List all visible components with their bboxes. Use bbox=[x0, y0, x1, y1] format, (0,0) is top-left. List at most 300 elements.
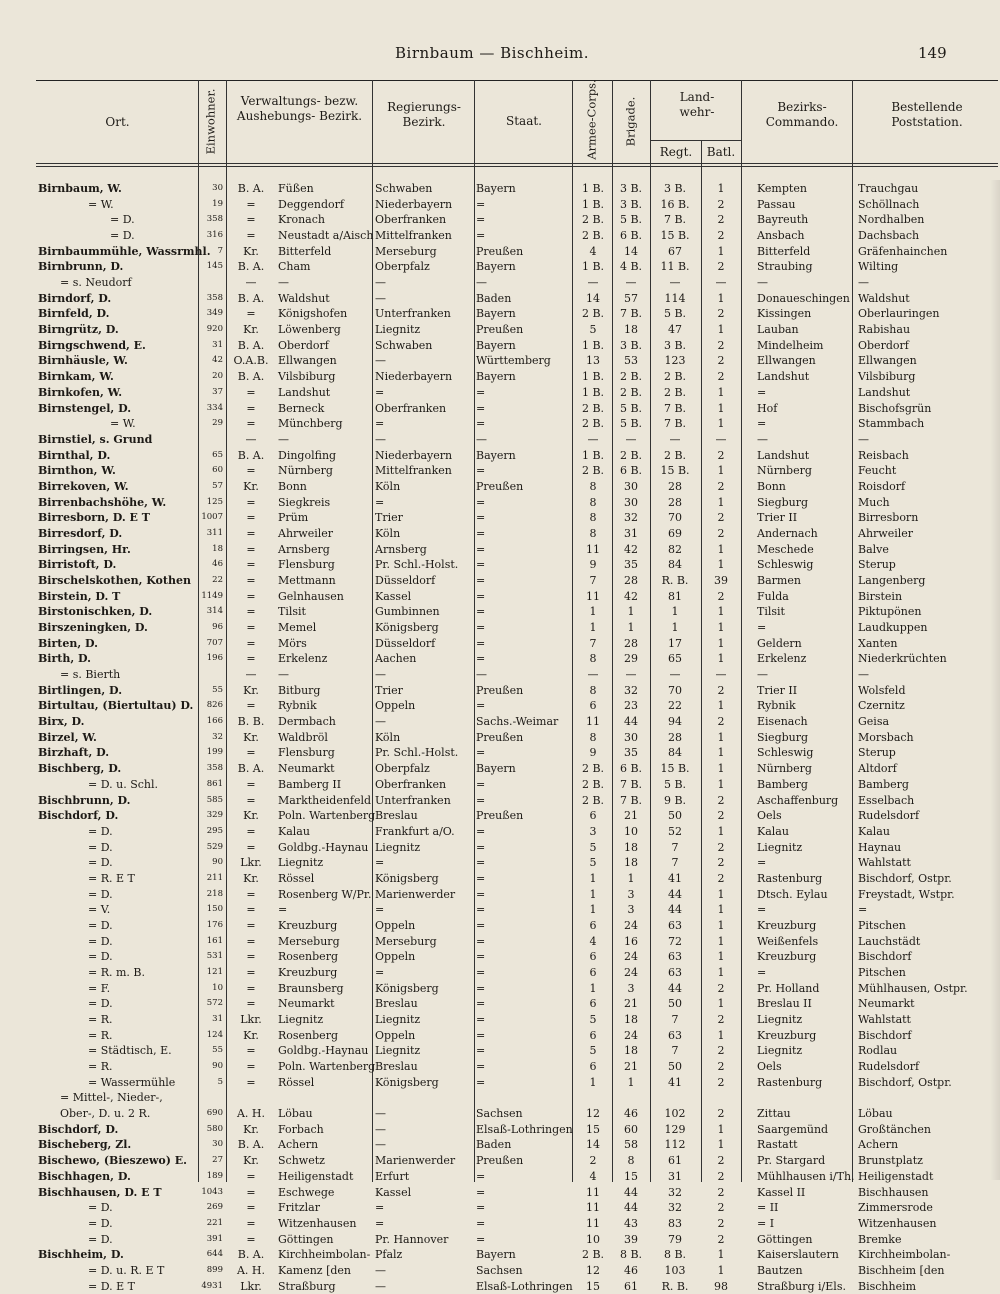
cell-state: = bbox=[476, 793, 486, 807]
cell-state: = bbox=[476, 950, 486, 964]
cell-landwehr-regiment: 1 bbox=[671, 605, 679, 619]
cell-admin-district: Straßburg bbox=[278, 1279, 336, 1293]
cell-post-station: Neumarkt bbox=[858, 997, 915, 1011]
cell-post-station: Löbau bbox=[858, 1107, 893, 1121]
cell-district-command: Hof bbox=[757, 401, 778, 415]
cell-state: = bbox=[476, 1232, 486, 1246]
col-header-bezirks-commando: Bezirks- Commando. bbox=[765, 100, 839, 129]
cell-landwehr-battalion: 2 bbox=[717, 1185, 725, 1199]
cell-place-name: Birristoft, D. bbox=[38, 558, 117, 572]
cell-landwehr-regiment: — bbox=[669, 668, 681, 682]
cell-admin-district: Goldbg.-Haynau bbox=[278, 840, 369, 854]
cell-landwehr-battalion: — bbox=[715, 668, 727, 682]
cell-place-name: Ober-, D. u. 2 R. bbox=[60, 1107, 151, 1121]
cell-post-station: Wahlstatt bbox=[858, 856, 911, 870]
cell-government-district: Schwaben bbox=[375, 338, 433, 352]
cell-admin-district: Kirchheimbolan- bbox=[278, 1248, 371, 1262]
cell-post-station: Xanten bbox=[858, 636, 898, 650]
cell-district-command: = bbox=[757, 856, 767, 870]
cell-landwehr-regiment: 17 bbox=[668, 636, 682, 650]
cell-state: = bbox=[476, 589, 486, 603]
cell-district-command: = I bbox=[757, 1216, 775, 1230]
table-row bbox=[0, 840, 1000, 856]
cell-district-command: Landshut bbox=[757, 448, 810, 462]
cell-brigade: 15 bbox=[624, 1169, 638, 1183]
cell-landwehr-regiment: 81 bbox=[668, 589, 682, 603]
cell-place-name: = D. bbox=[110, 213, 135, 227]
cell-army-corps: 6 bbox=[589, 997, 597, 1011]
cell-population: 150 bbox=[206, 904, 223, 915]
cell-post-station: Niederkrüchten bbox=[858, 652, 947, 666]
cell-district-type: B. A. bbox=[237, 260, 265, 274]
cell-army-corps: 2 B. bbox=[581, 417, 605, 431]
table-row bbox=[0, 996, 1000, 1012]
cell-post-station: Nordhalben bbox=[858, 213, 925, 227]
cell-army-corps: 11 bbox=[586, 715, 600, 729]
cell-landwehr-regiment: 2 B. bbox=[663, 385, 687, 399]
col-header-verwaltung: Verwaltungs- bezw. Aushebungs- Bezirk. bbox=[236, 94, 363, 123]
cell-district-type: = bbox=[246, 464, 256, 478]
cell-government-district: — bbox=[375, 1107, 386, 1121]
cell-state: = bbox=[476, 699, 486, 713]
cell-landwehr-regiment: 7 B. bbox=[663, 417, 687, 431]
cell-army-corps: 5 bbox=[589, 856, 597, 870]
table-row bbox=[0, 934, 1000, 950]
cell-army-corps: 1 B. bbox=[581, 260, 605, 274]
table-row bbox=[0, 965, 1000, 981]
cell-place-name: = W. bbox=[88, 197, 114, 211]
cell-state: = bbox=[476, 746, 486, 760]
cell-post-station: Birresborn bbox=[858, 511, 919, 525]
cell-admin-district: Vilsbiburg bbox=[278, 370, 336, 384]
cell-district-command: Rastatt bbox=[757, 1138, 798, 1152]
cell-district-type: Lkr. bbox=[240, 1279, 262, 1293]
cell-district-type: = bbox=[246, 605, 256, 619]
cell-district-command: Kaiserslautern bbox=[757, 1248, 839, 1262]
cell-place-name: Birnbaum, W. bbox=[38, 182, 122, 195]
cell-state: = bbox=[476, 401, 486, 415]
cell-government-district: Mittelfranken bbox=[375, 464, 452, 478]
col-header-einwohner: Einwohner. bbox=[203, 88, 218, 155]
cell-district-type: — bbox=[245, 432, 257, 446]
cell-army-corps: 8 bbox=[589, 652, 597, 666]
cell-population: 161 bbox=[206, 935, 223, 946]
cell-landwehr-battalion: 2 bbox=[717, 793, 725, 807]
cell-population: 5 bbox=[217, 1076, 223, 1087]
cell-admin-district: Flensburg bbox=[278, 746, 335, 760]
cell-admin-district: Gelnhausen bbox=[278, 589, 344, 603]
cell-population: 529 bbox=[206, 841, 223, 852]
cell-landwehr-battalion: 1 bbox=[717, 887, 725, 901]
cell-population: 316 bbox=[206, 230, 223, 241]
table-row bbox=[0, 1153, 1000, 1169]
cell-brigade: 24 bbox=[624, 966, 638, 979]
cell-place-name: = Städtisch, E. bbox=[88, 1044, 172, 1058]
cell-district-command: = bbox=[757, 621, 767, 635]
cell-place-name: = D. E T bbox=[88, 1279, 135, 1293]
cell-state: = bbox=[476, 1044, 486, 1058]
cell-landwehr-regiment: 7 bbox=[671, 1044, 679, 1058]
cell-district-type: = bbox=[246, 229, 256, 243]
cell-brigade: 43 bbox=[624, 1216, 638, 1230]
cell-landwehr-battalion: 2 bbox=[717, 511, 725, 525]
cell-post-station: Rudelsdorf bbox=[858, 809, 920, 823]
table-row bbox=[0, 212, 1000, 228]
cell-state: = bbox=[476, 1013, 486, 1027]
table-row bbox=[0, 181, 1000, 197]
cell-state: Bayern bbox=[476, 182, 516, 195]
cell-landwehr-battalion: 1 bbox=[717, 730, 725, 744]
cell-post-station: Roisdorf bbox=[858, 479, 906, 493]
cell-brigade: 29 bbox=[624, 652, 638, 666]
cell-district-command: Fulda bbox=[757, 589, 789, 603]
cell-landwehr-battalion: — bbox=[715, 276, 727, 290]
table-row bbox=[0, 589, 1000, 605]
table-row bbox=[0, 714, 1000, 730]
cell-brigade: 16 bbox=[624, 934, 638, 948]
cell-brigade: 42 bbox=[624, 589, 638, 603]
cell-state: = bbox=[476, 903, 486, 917]
cell-district-command: Kissingen bbox=[757, 307, 812, 321]
cell-district-command: Kreuzburg bbox=[757, 1028, 817, 1042]
cell-army-corps: 14 bbox=[586, 1138, 600, 1152]
cell-admin-district: Göttingen bbox=[278, 1232, 334, 1246]
cell-landwehr-regiment: 50 bbox=[668, 809, 682, 823]
cell-brigade: 31 bbox=[624, 526, 638, 540]
table-row bbox=[0, 479, 1000, 495]
table-row bbox=[0, 385, 1000, 401]
cell-government-district: Köln bbox=[375, 526, 401, 540]
cell-population: 37 bbox=[212, 386, 223, 397]
cell-population: 1149 bbox=[201, 590, 223, 601]
cell-army-corps: 8 bbox=[589, 683, 597, 697]
cell-landwehr-battalion: 1 bbox=[717, 903, 725, 917]
cell-post-station: Ahrweiler bbox=[858, 526, 914, 540]
cell-district-type: Kr. bbox=[243, 1028, 259, 1042]
header-bottom-rule-2 bbox=[36, 166, 998, 167]
cell-admin-district: Merseburg bbox=[278, 934, 340, 948]
table-row bbox=[0, 1185, 1000, 1201]
cell-district-command: Bautzen bbox=[757, 1263, 803, 1277]
cell-army-corps: 7 bbox=[589, 636, 597, 650]
cell-army-corps: 1 B. bbox=[581, 448, 605, 462]
cell-landwehr-regiment: 5 B. bbox=[663, 777, 687, 791]
cell-district-type: = bbox=[246, 1185, 256, 1199]
cell-district-type: = bbox=[246, 636, 256, 650]
cell-population: 199 bbox=[206, 747, 223, 758]
cell-landwehr-battalion: 2 bbox=[717, 1075, 725, 1089]
cell-district-command: Rastenburg bbox=[757, 1075, 823, 1089]
cell-army-corps: 1 B. bbox=[581, 197, 605, 211]
table-row bbox=[0, 1043, 1000, 1059]
cell-army-corps: 1 bbox=[589, 1075, 597, 1089]
cell-admin-district: Rosenberg W/Pr. bbox=[278, 887, 372, 901]
cell-state: Bayern bbox=[476, 307, 516, 321]
cell-state: — bbox=[476, 432, 487, 446]
cell-place-name: Birten, D. bbox=[38, 636, 98, 650]
cell-landwehr-battalion: 2 bbox=[717, 715, 725, 729]
cell-brigade: 46 bbox=[624, 1107, 638, 1121]
cell-landwehr-battalion: 1 bbox=[717, 918, 725, 932]
cell-district-command: Saargemünd bbox=[757, 1122, 829, 1136]
table-row bbox=[0, 228, 1000, 244]
cell-place-name: Birstein, D. T bbox=[38, 589, 121, 603]
cell-landwehr-regiment: 52 bbox=[668, 824, 682, 838]
cell-landwehr-regiment: 114 bbox=[664, 291, 686, 305]
cell-place-name: Bischdorf, D. bbox=[38, 1122, 119, 1136]
cell-district-command: Schleswig bbox=[757, 746, 814, 760]
cell-brigade: — bbox=[625, 432, 637, 446]
cell-brigade: 3 bbox=[627, 981, 635, 995]
cell-post-station: Kalau bbox=[858, 824, 890, 838]
cell-post-station: Brunstplatz bbox=[858, 1154, 923, 1168]
cell-brigade: 1 bbox=[627, 621, 635, 635]
cell-district-type: B. A. bbox=[237, 370, 265, 384]
table-row bbox=[0, 949, 1000, 965]
cell-district-type: A. H. bbox=[236, 1107, 266, 1121]
cell-state: = bbox=[476, 997, 486, 1011]
cell-district-type: Kr. bbox=[243, 1122, 259, 1136]
cell-admin-district: Rössel bbox=[278, 871, 315, 885]
cell-brigade: 61 bbox=[624, 1279, 638, 1293]
cell-admin-district: Ahrweiler bbox=[278, 526, 334, 540]
cell-district-command: Bayreuth bbox=[757, 213, 809, 227]
cell-brigade: 2 B. bbox=[619, 370, 643, 384]
cell-state: = bbox=[476, 385, 486, 399]
table-row bbox=[0, 981, 1000, 997]
cell-landwehr-battalion: 1 bbox=[717, 323, 725, 337]
cell-district-command: Eisenach bbox=[757, 715, 808, 729]
cell-admin-district: Liegnitz bbox=[278, 1013, 324, 1027]
cell-district-type: Kr. bbox=[243, 730, 259, 744]
cell-state: Bayern bbox=[476, 448, 516, 462]
cell-place-name: = s. Neudorf bbox=[60, 276, 132, 290]
running-header bbox=[0, 44, 1000, 68]
cell-landwehr-regiment: 2 B. bbox=[663, 370, 687, 384]
cell-population: 311 bbox=[206, 527, 223, 538]
cell-post-station: Kirchheimbolan- bbox=[858, 1248, 951, 1262]
cell-post-station: Dachsbach bbox=[858, 229, 920, 243]
cell-district-command: Weißenfels bbox=[757, 934, 819, 948]
cell-brigade: 32 bbox=[624, 511, 638, 525]
cell-landwehr-regiment: 94 bbox=[668, 715, 682, 729]
cell-district-command: Kalau bbox=[757, 824, 789, 838]
cell-admin-district: Poln. Wartenberg bbox=[278, 809, 376, 823]
cell-population: 55 bbox=[212, 684, 223, 695]
cell-landwehr-battalion: 1 bbox=[717, 1248, 725, 1262]
cell-state: = bbox=[476, 1201, 486, 1215]
cell-state: Bayern bbox=[476, 762, 516, 776]
cell-district-command: Straßburg i/Els. bbox=[757, 1279, 846, 1293]
cell-state: = bbox=[476, 966, 486, 979]
cell-post-station: Balve bbox=[858, 542, 889, 556]
cell-district-type: B. B. bbox=[237, 715, 265, 729]
cell-army-corps: — bbox=[587, 668, 599, 682]
cell-landwehr-regiment: 15 B. bbox=[660, 464, 690, 478]
cell-brigade: 21 bbox=[624, 997, 638, 1011]
cell-post-station: Haynau bbox=[858, 840, 902, 854]
cell-brigade: 6 B. bbox=[619, 464, 643, 478]
cell-landwehr-battalion: 1 bbox=[717, 417, 725, 431]
cell-admin-district: Marktheidenfeld bbox=[278, 793, 372, 807]
cell-brigade: 28 bbox=[624, 636, 638, 650]
cell-landwehr-battalion: 1 bbox=[717, 495, 725, 509]
cell-brigade: 30 bbox=[624, 479, 638, 493]
cell-admin-district: Rosenberg bbox=[278, 1028, 338, 1042]
cell-admin-district: Königshofen bbox=[278, 307, 348, 321]
cell-population: 644 bbox=[206, 1249, 223, 1260]
cell-population: 42 bbox=[212, 355, 223, 366]
table-row bbox=[0, 871, 1000, 887]
cell-government-district: Oppeln bbox=[375, 950, 416, 964]
cell-government-district: = bbox=[375, 903, 385, 917]
cell-state: = bbox=[476, 1169, 486, 1183]
cell-admin-district: Forbach bbox=[278, 1122, 324, 1136]
cell-post-station: Sterup bbox=[858, 558, 896, 572]
cell-army-corps: 8 bbox=[589, 526, 597, 540]
cell-government-district: — bbox=[375, 1279, 386, 1293]
cell-place-name: Bischdorf, D. bbox=[38, 809, 119, 823]
cell-place-name: Birnbaummühle, Wassrmhl. bbox=[38, 244, 211, 258]
cell-district-command: Kreuzburg bbox=[757, 918, 817, 932]
cell-government-district: Oberpfalz bbox=[375, 762, 430, 776]
cell-government-district: Trier bbox=[375, 683, 403, 697]
cell-population: 358 bbox=[206, 763, 223, 774]
cell-district-type: Kr. bbox=[243, 1154, 259, 1168]
cell-district-command: Nürnberg bbox=[757, 464, 812, 478]
table-row bbox=[0, 1059, 1000, 1075]
cell-admin-district: Tilsit bbox=[278, 605, 306, 619]
cell-place-name: = Mittel-, Nieder-, bbox=[60, 1091, 163, 1105]
cell-government-district: Frankfurt a/O. bbox=[375, 824, 455, 838]
cell-district-command: Trier II bbox=[757, 511, 798, 525]
cell-population: 4931 bbox=[201, 1280, 223, 1291]
cell-landwehr-battalion: 2 bbox=[717, 840, 725, 854]
cell-admin-district: Neustadt a/Aisch bbox=[278, 229, 374, 243]
cell-district-type: = bbox=[246, 1232, 256, 1246]
cell-district-type: = bbox=[246, 903, 256, 917]
cell-post-station: Bischdorf, Ostpr. bbox=[858, 1075, 952, 1089]
cell-brigade: 30 bbox=[624, 730, 638, 744]
cell-place-name: Birnhäusle, W. bbox=[38, 354, 128, 368]
cell-admin-district: Waldbröl bbox=[278, 730, 328, 744]
cell-admin-district: Arnsberg bbox=[278, 542, 330, 556]
cell-admin-district: Löwenberg bbox=[278, 323, 341, 337]
cell-landwehr-battalion: 2 bbox=[717, 1169, 725, 1183]
cell-army-corps: 2 B. bbox=[581, 777, 605, 791]
cell-district-type: O.A.B. bbox=[233, 354, 269, 368]
cell-population: 1043 bbox=[201, 1186, 223, 1197]
cell-district-type: = bbox=[246, 307, 256, 321]
cell-post-station: Großtänchen bbox=[858, 1122, 931, 1136]
cell-district-type: = bbox=[246, 197, 256, 211]
cell-landwehr-battalion: 1 bbox=[717, 699, 725, 713]
cell-army-corps: 11 bbox=[586, 589, 600, 603]
cell-district-type: = bbox=[246, 213, 256, 227]
cell-admin-district: Mettmann bbox=[278, 574, 336, 587]
cell-post-station: Bischdorf bbox=[858, 950, 912, 964]
cell-government-district: Oberpfalz bbox=[375, 260, 430, 274]
cell-district-command: = bbox=[757, 385, 767, 399]
cell-district-type: = bbox=[246, 542, 256, 556]
cell-district-type: B. A. bbox=[237, 762, 265, 776]
cell-district-command: Straubing bbox=[757, 260, 813, 274]
cell-landwehr-battalion: 2 bbox=[717, 479, 725, 493]
cell-admin-district: Erkelenz bbox=[278, 652, 328, 666]
table-row bbox=[0, 1263, 1000, 1279]
cell-population: 29 bbox=[212, 418, 223, 429]
cell-post-station: Piktupönen bbox=[858, 605, 922, 619]
cell-brigade: 44 bbox=[624, 715, 638, 729]
cell-state: Preußen bbox=[476, 683, 524, 697]
cell-army-corps: 14 bbox=[586, 291, 600, 305]
cell-state: = bbox=[476, 213, 486, 227]
cell-district-command: Bitterfeld bbox=[757, 244, 811, 258]
cell-place-name: = D. bbox=[88, 856, 113, 870]
cell-district-command: Oels bbox=[757, 809, 782, 823]
cell-post-station: Waldshut bbox=[858, 291, 910, 305]
page-edge-shadow bbox=[990, 180, 1000, 1180]
cell-landwehr-regiment: 103 bbox=[664, 1263, 686, 1277]
cell-government-district: Liegnitz bbox=[375, 1013, 421, 1027]
cell-government-district: Merseburg bbox=[375, 934, 437, 948]
cell-state: Bayern bbox=[476, 338, 516, 352]
cell-post-station: Rodlau bbox=[858, 1044, 898, 1058]
cell-district-command: Pr. Stargard bbox=[757, 1154, 826, 1168]
cell-district-type: = bbox=[246, 1201, 256, 1215]
table-row bbox=[0, 745, 1000, 761]
cell-state: = bbox=[476, 417, 486, 431]
cell-landwehr-regiment: 22 bbox=[668, 699, 682, 713]
cell-place-name: Birzhaft, D. bbox=[38, 746, 110, 760]
cell-state: = bbox=[476, 652, 486, 666]
cell-district-command: Zittau bbox=[757, 1107, 791, 1121]
cell-landwehr-regiment: 129 bbox=[664, 1122, 686, 1136]
table-row bbox=[0, 777, 1000, 793]
col-header-landwehr: Land- wehr- bbox=[679, 90, 715, 119]
cell-brigade: 3 B. bbox=[619, 182, 643, 195]
cell-population: 196 bbox=[206, 653, 223, 664]
table-row bbox=[0, 416, 1000, 432]
table-row bbox=[0, 495, 1000, 511]
cell-population: 55 bbox=[212, 1045, 223, 1056]
cell-landwehr-battalion: 1 bbox=[717, 621, 725, 635]
cell-place-name: Bischhagen, D. bbox=[38, 1169, 131, 1183]
cell-landwehr-battalion: 1 bbox=[717, 997, 725, 1011]
cell-army-corps: 5 bbox=[589, 840, 597, 854]
cell-landwehr-regiment: 7 B. bbox=[663, 213, 687, 227]
cell-brigade: 6 B. bbox=[619, 762, 643, 776]
cell-landwehr-regiment: 65 bbox=[668, 652, 682, 666]
cell-brigade: 3 B. bbox=[619, 338, 643, 352]
cell-post-station: Pitschen bbox=[858, 966, 906, 979]
cell-admin-district: Poln. Wartenberg bbox=[278, 1060, 376, 1074]
cell-government-district: Niederbayern bbox=[375, 448, 453, 462]
cell-post-station: Bischhausen bbox=[858, 1185, 929, 1199]
cell-state: Sachs.-Weimar bbox=[476, 715, 559, 729]
cell-brigade: 39 bbox=[624, 1232, 638, 1246]
cell-government-district: = bbox=[375, 1216, 385, 1230]
cell-post-station: Rabishau bbox=[858, 323, 911, 337]
cell-government-district: Oppeln bbox=[375, 1028, 416, 1042]
cell-admin-district: Cham bbox=[278, 260, 311, 274]
cell-admin-district: Dingolfing bbox=[278, 448, 337, 462]
cell-government-district: Oppeln bbox=[375, 699, 416, 713]
cell-state: = bbox=[476, 636, 486, 650]
cell-army-corps: — bbox=[587, 432, 599, 446]
cell-landwehr-battalion: 2 bbox=[717, 1107, 725, 1121]
cell-landwehr-regiment: 2 B. bbox=[663, 448, 687, 462]
